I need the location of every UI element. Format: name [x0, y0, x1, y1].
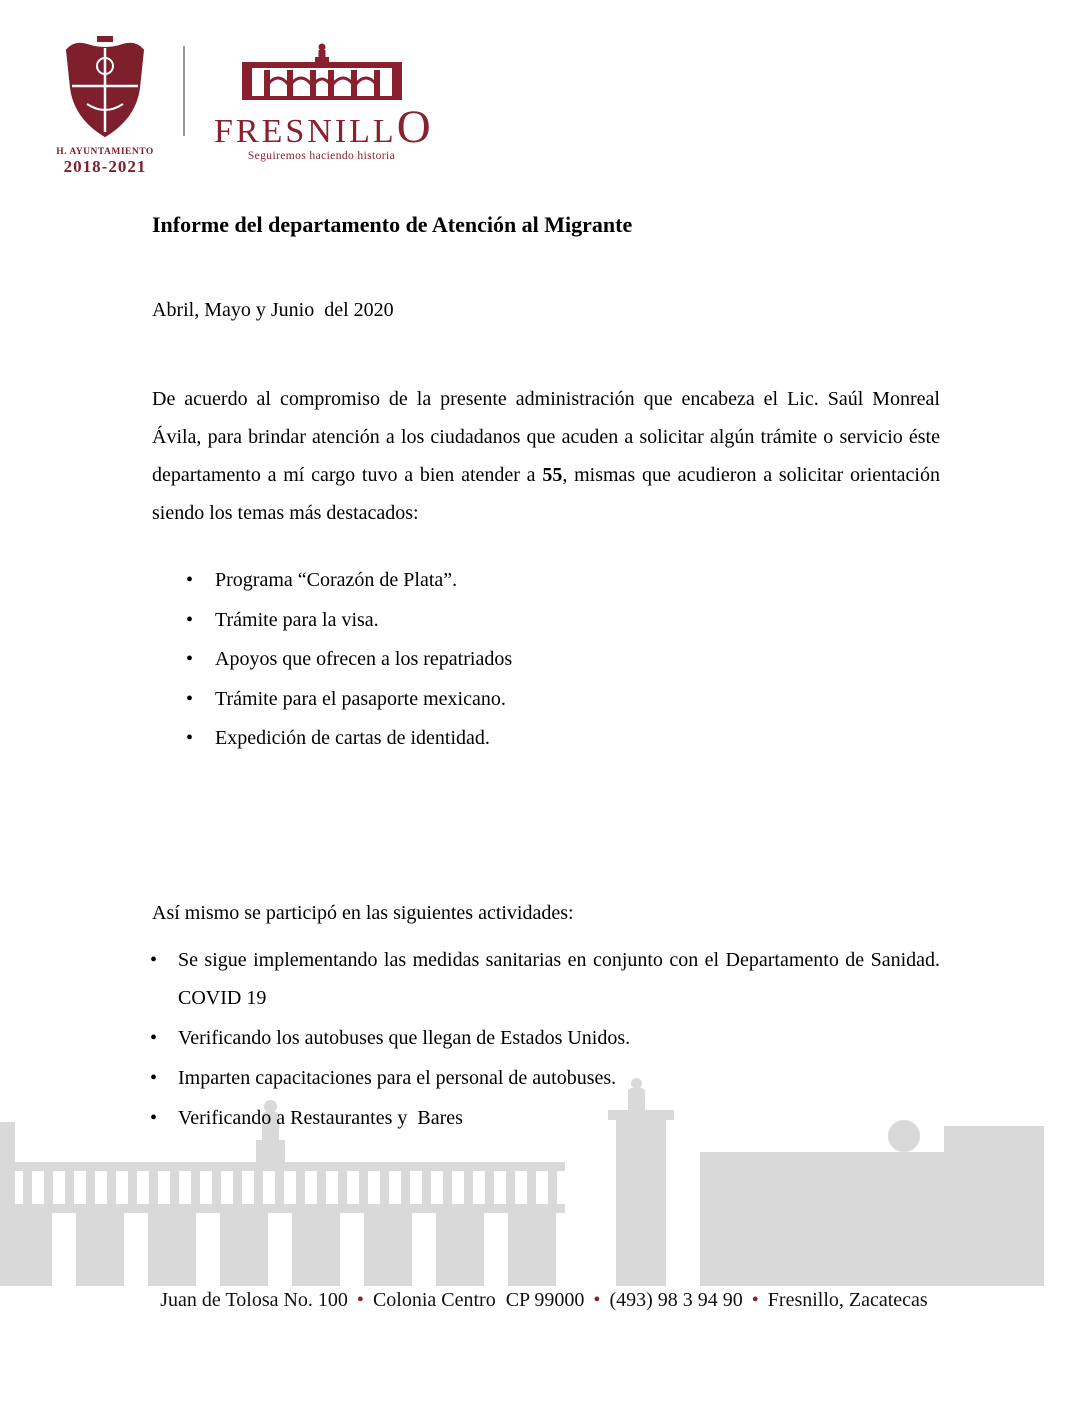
topic-text: Trámite para el pasaporte mexicano. — [215, 687, 506, 710]
bullet-icon: • — [186, 569, 194, 591]
list-item — [186, 719, 512, 759]
footer-address: Juan de Tolosa No. 100 — [160, 1289, 348, 1311]
bullet-icon: • — [150, 949, 158, 971]
activity-text: Imparten capacitaciones para el personal de autobuses. — [178, 1067, 617, 1089]
wordmark-final-o: O — [396, 101, 434, 153]
watermark-statue-pedestal — [256, 1140, 285, 1162]
activity-text: Se sigue implementando las medidas sanitarias en conjunto con el Departamento de Sanidad. COVID 19 — [178, 949, 940, 1009]
list-item — [150, 1099, 940, 1137]
municipal-seal-logo — [55, 36, 155, 177]
topic-text: Apoyos que ofrecen a los repatriados — [215, 648, 513, 670]
list-item — [150, 941, 940, 1017]
topic-text: Expedición de cartas de identidad. — [215, 727, 490, 749]
watermark-columns — [4, 1213, 562, 1286]
topics-list — [186, 561, 512, 759]
header-divider — [183, 46, 185, 136]
intro-paragraph — [152, 380, 940, 532]
list-item — [150, 1019, 940, 1057]
bullet-icon: • — [186, 727, 194, 749]
list-item — [186, 640, 512, 680]
activities-list — [150, 941, 940, 1139]
activities-heading: Así mismo se participó en las siguientes actividades: — [152, 902, 574, 924]
bullet-icon: • — [186, 608, 194, 631]
intro-part2: , mismas que acudieron a solicitar orientación siendo los temas más destacados: — [152, 464, 940, 524]
list-item — [150, 1059, 940, 1097]
watermark-rail-top — [0, 1162, 565, 1171]
footer-phone: (493) 98 3 94 90 — [609, 1289, 743, 1311]
fresnillo-logo — [214, 42, 434, 162]
footer-city: Fresnillo, Zacatecas — [767, 1289, 928, 1311]
seal-institution-label: H. AYUNTAMIENTO — [56, 147, 154, 157]
logo-tagline: Seguiremos haciendo historia — [247, 150, 396, 162]
watermark-building — [700, 1152, 944, 1286]
footer-separator-icon: • — [751, 1289, 759, 1311]
bullet-icon: • — [186, 648, 194, 670]
topic-text: Trámite para la visa. — [215, 608, 379, 631]
footer-colonia: Colonia Centro CP 99000 — [372, 1289, 585, 1311]
intro-part1: De acuerdo al compromiso de la presente administración que encabeza el Lic. Saúl Monreal Ávila, para brindar atención a los ciudadanos que acuden a solicitar algún trámite o servicio éste departamento a mí cargo tuvo a bien atender a — [152, 388, 940, 486]
intro-highlight-count: 55 — [542, 464, 563, 486]
fresnillo-monument-icon — [234, 42, 410, 102]
bullet-icon: • — [150, 1067, 158, 1089]
list-item — [186, 601, 512, 641]
report-period: Abril, Mayo y Junio del 2020 — [152, 299, 394, 321]
footer-contact-line — [0, 1289, 1088, 1312]
bullet-icon: • — [150, 1107, 158, 1129]
watermark-rail-bottom — [0, 1204, 565, 1213]
bullet-icon: • — [186, 687, 194, 710]
list-item — [186, 561, 512, 601]
activity-text: Verificando los autobuses que llegan de Estados Unidos. — [178, 1027, 631, 1049]
wordmark-text: FRESNILL — [214, 113, 397, 150]
fresnillo-wordmark — [214, 101, 434, 153]
watermark-balusters — [2, 1171, 562, 1204]
activity-text: Verificando a Restaurantes y Bares — [178, 1107, 463, 1129]
seal-period-label: 2018-2021 — [63, 157, 147, 176]
list-item — [186, 680, 512, 720]
coat-of-arms-icon — [57, 36, 153, 140]
watermark-building — [944, 1126, 1044, 1286]
footer-separator-icon: • — [356, 1289, 364, 1311]
footer-separator-icon: • — [593, 1289, 601, 1311]
bullet-icon: • — [150, 1027, 158, 1049]
watermark-column-shaft — [616, 1120, 666, 1286]
topic-text: Programa “Corazón de Plata”. — [215, 569, 458, 591]
page-title: Informe del departamento de Atención al Migrante — [152, 212, 633, 237]
